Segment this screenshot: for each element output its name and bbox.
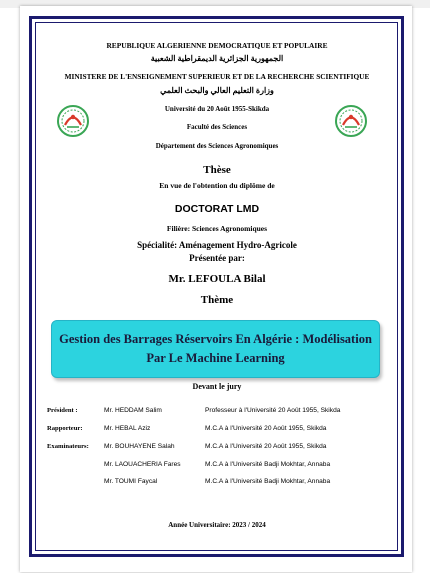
jury-member-affiliation: Professeur à l'Université 20 Août 1955, Skikda	[205, 407, 341, 414]
jury-member-name: Mr. HEBAL Aziz	[104, 425, 151, 432]
jury-member-name: Mr. TOUMI Faycal	[104, 478, 158, 485]
presented-by-label: Présentée par:	[189, 253, 245, 263]
jury-row	[0, 443, 430, 457]
thesis-type: Thèse	[203, 164, 231, 176]
university-name: Université du 20 Août 1955-Skikda	[164, 105, 270, 113]
jury-row	[0, 407, 430, 421]
jury-member-name: Mr. BOUHAYENE Salah	[104, 443, 175, 450]
thesis-title-line-1: Gestion des Barrages Réservoirs En Algérie : Modélisation	[59, 332, 372, 346]
jury-row	[0, 425, 430, 439]
author-name: Mr. LEFOULA Bilal	[168, 273, 266, 285]
jury-row	[0, 461, 430, 475]
thesis-purpose: En vue de l'obtention du diplôme de	[159, 181, 275, 190]
jury-heading: Devant le jury	[192, 382, 242, 391]
jury-member-affiliation: M.C.A à l'Université 20 Août 1955, Skikda	[205, 425, 327, 432]
jury-member-name: Mr. HEDDAM Salim	[104, 407, 162, 414]
field-name: Filière: Sciences Agronomiques	[166, 224, 268, 233]
ministry-name: MINISTERE DE L'ENSEIGNEMENT SUPERIEUR ET DE LA RECHERCHE SCIENTIFIQUE	[64, 72, 370, 81]
university-logo-right-icon	[334, 104, 368, 138]
academic-year: Année Universitaire: 2023 / 2024	[168, 521, 266, 529]
republic-name-arabic: الجمهورية الجزائرية الديمقراطية الشعبية	[150, 54, 284, 63]
jury-member-affiliation: M.C.A à l'Université Badji Mokhtar, Annaba	[205, 478, 331, 485]
jury-row	[0, 478, 430, 492]
ministry-name-arabic: وزارة التعليم العالي والبحث العلمي	[160, 86, 274, 95]
specialty-name: Spécialité: Aménagement Hydro-Agricole	[137, 240, 297, 250]
jury-member-name: Mr. LAOUACHERIA Fares	[104, 461, 181, 468]
theme-label: Thème	[200, 294, 234, 306]
republic-name: REPUBLIQUE ALGERIENNE DEMOCRATIQUE ET POPULAIRE	[106, 41, 328, 50]
department-name: Département des Sciences Agronomiques	[155, 142, 279, 150]
jury-role: Examinateurs:	[47, 443, 89, 450]
jury-role: Président :	[47, 407, 78, 414]
faculty-name: Faculté des Sciences	[186, 123, 248, 131]
thesis-title-line-2: Par Le Machine Learning	[146, 351, 285, 365]
degree-name: DOCTORAT LMD	[174, 203, 260, 215]
jury-role: Rapporteur:	[47, 425, 83, 432]
thesis-title-box	[51, 320, 380, 378]
jury-member-affiliation: M.C.A à l'Université 20 Août 1955, Skikda	[205, 443, 327, 450]
jury-member-affiliation: M.C.A à l'Université Badji Mokhtar, Annaba	[205, 461, 331, 468]
university-logo-left-icon	[56, 104, 90, 138]
